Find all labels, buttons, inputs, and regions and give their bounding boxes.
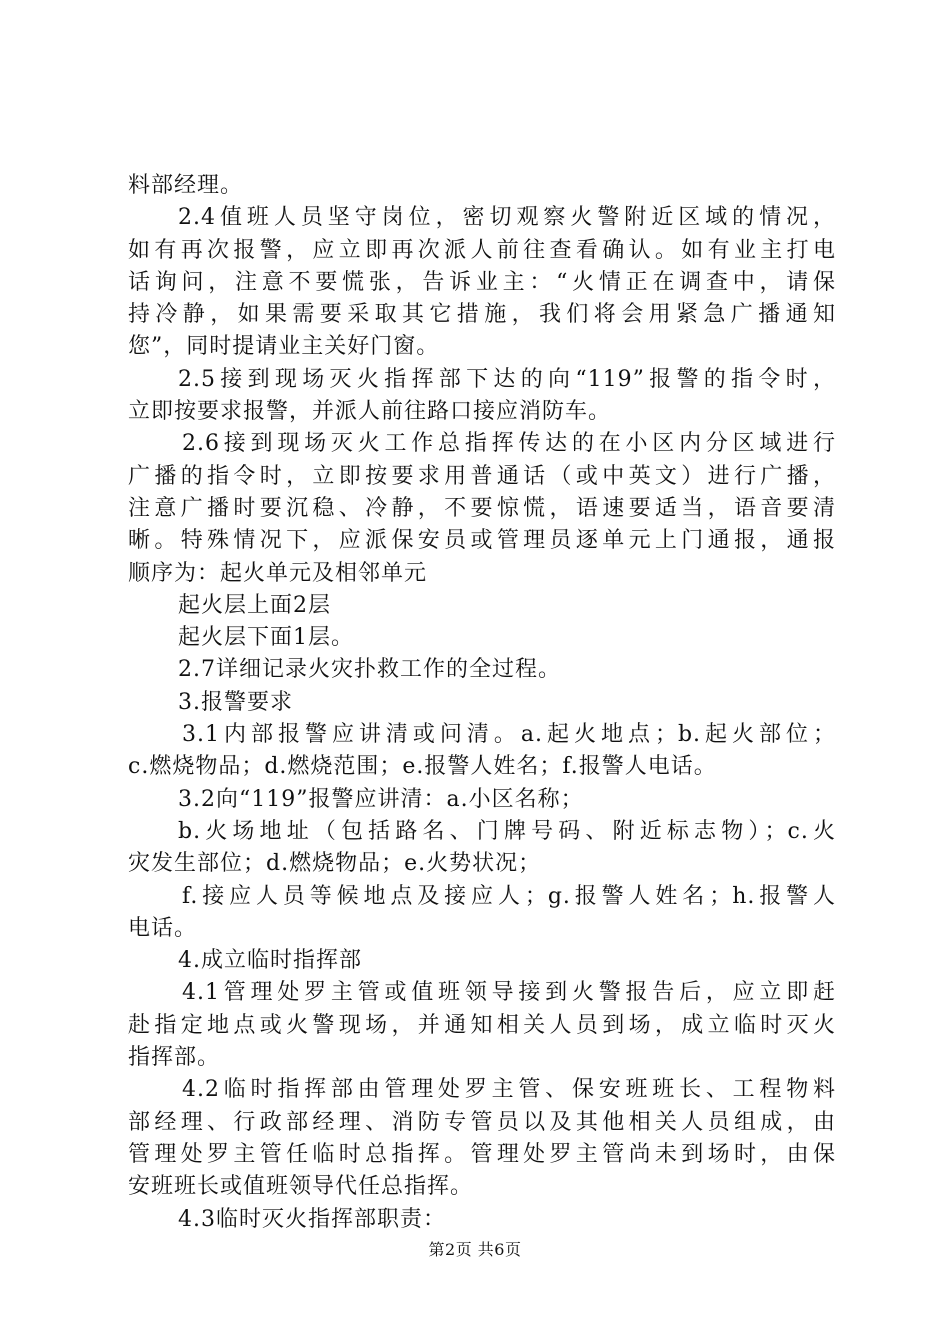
text-line: 2.5接到现场灭火指挥部下达的向“119”报警的指令时， <box>178 366 836 392</box>
text-line: 立即按要求报警，并派人前往路口接应消防车。 <box>128 399 612 425</box>
text-line: 3.报警要求 <box>178 689 293 715</box>
text-line: 话询问，注意不要慌张，告诉业主：“火情正在调查中，请保 <box>128 269 836 295</box>
text-line: 电话。 <box>128 915 198 941</box>
page-number-footer: 第2页 共6页 <box>428 1240 522 1259</box>
text-line: 指挥部。 <box>128 1045 221 1071</box>
text-line: 持冷静，如果需要采取其它措施，我们将会用紧急广播通知 <box>128 302 836 328</box>
text-line: f.接应人员等候地点及接应人；g.报警人姓名；h.报警人 <box>182 883 836 909</box>
text-line: 注意广播时要沉稳、冷静，不要惊慌，语速要适当，语音要清 <box>128 495 836 521</box>
text-line: 3.1内部报警应讲清或问清。a.起火地点；b.起火部位； <box>182 722 836 748</box>
text-line: 晰。特殊情况下，应派保安员或管理员逐单元上门通报，通报 <box>128 528 836 554</box>
text-line: 您”，同时提请业主关好门窗。 <box>128 334 440 360</box>
text-line: 2.7详细记录火灾扑救工作的全过程。 <box>178 657 561 683</box>
text-line: 赴指定地点或火警现场，并通知相关人员到场，成立临时灭火 <box>128 1012 836 1038</box>
text-line: 料部经理。 <box>128 173 244 198</box>
text-line: 管理处罗主管任临时总指挥。管理处罗主管尚未到场时，由保 <box>128 1141 836 1167</box>
text-line: 起火层下面1层。 <box>178 625 354 651</box>
document-body <box>128 170 836 1236</box>
text-line: 广播的指令时，立即按要求用普通话（或中英文）进行广播， <box>128 463 836 489</box>
text-line: 4.2临时指挥部由管理处罗主管、保安班班长、工程物料 <box>182 1077 836 1103</box>
text-line: 2.4值班人员坚守岗位，密切观察火警附近区域的情况， <box>178 205 836 231</box>
text-line: 4.成立临时指挥部 <box>178 948 362 974</box>
text-line: 如有再次报警，应立即再次派人前往查看确认。如有业主打电 <box>128 237 836 263</box>
text-line: 灾发生部位；d.燃烧物品；e.火势状况； <box>128 851 542 877</box>
text-line: 4.1管理处罗主管或值班领导接到火警报告后，应立即赶 <box>182 980 836 1006</box>
text-line: 4.3临时灭火指挥部职责： <box>178 1206 446 1232</box>
text-line: 安班班长或值班领导代任总指挥。 <box>128 1174 474 1200</box>
text-line: b.火场地址（包括路名、门牌号码、附近标志物）；c.火 <box>178 818 836 844</box>
text-line: 起火层上面2层 <box>178 592 331 618</box>
text-line: 部经理、行政部经理、消防专管员以及其他相关人员组成，由 <box>128 1109 836 1135</box>
text-line: c.燃烧物品；d.燃烧范围；e.报警人姓名；f.报警人电话。 <box>128 754 717 780</box>
text-line: 顺序为：起火单元及相邻单元 <box>128 560 428 586</box>
text-line: 2.6接到现场灭火工作总指挥传达的在小区内分区域进行 <box>182 431 836 457</box>
text-line: 3.2向“119”报警应讲清：a.小区名称； <box>178 786 584 812</box>
